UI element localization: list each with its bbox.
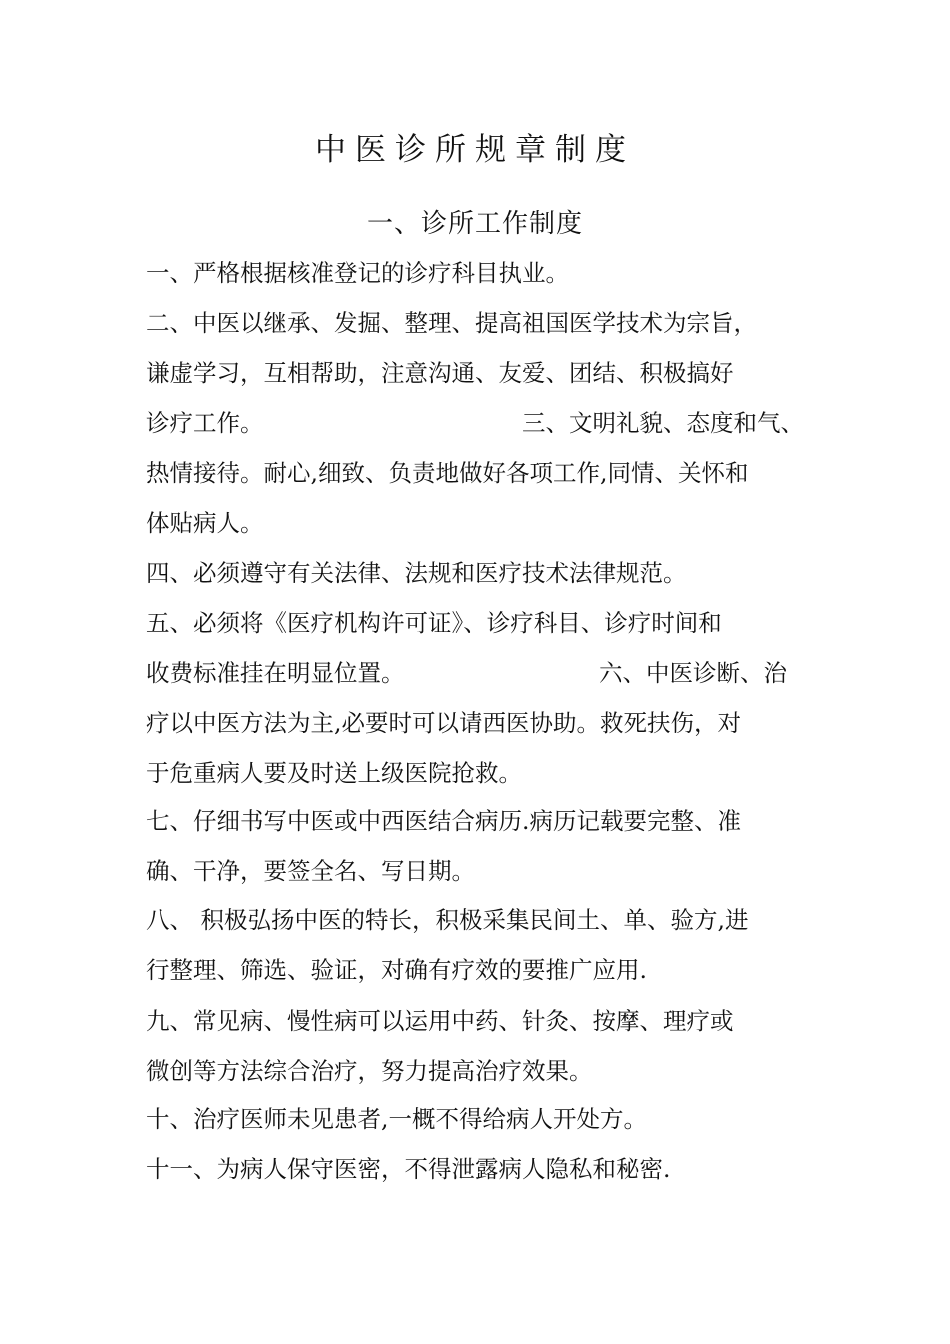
- text-line: 收费标准挂在明显位置。: [146, 659, 405, 687]
- text-line: 八、 积极弘扬中医的特长，积极采集民间土、单、验方,进: [146, 906, 749, 934]
- text-line: 四、必须遵守有关法律、法规和医疗技术法律规范。: [146, 559, 687, 587]
- text-line: 七、仔细书写中医或中西医结合病历.病历记载要完整、准: [146, 807, 741, 835]
- text-line: 确、干净，要签全名、写日期。: [146, 857, 475, 885]
- text-line: 体贴病人。: [146, 509, 264, 537]
- text-line: 十、治疗医师未见患者,一概不得给病人开处方。: [146, 1105, 647, 1133]
- text-line: 微创等方法综合治疗，努力提高治疗效果。: [146, 1057, 593, 1085]
- text-line: 疗以中医方法为主,必要时可以请西医协助。救死扶伤，对: [146, 709, 741, 737]
- text-line: 热情接待。耐心,细致、负责地做好各项工作,同情、关怀和: [146, 459, 749, 487]
- text-line: 三、文明礼貌、态度和气、: [522, 409, 804, 437]
- text-line: 五、必须将《医疗机构许可证》、诊疗科目、诊疗时间和: [146, 609, 722, 637]
- text-line: 十一、为病人保守医密，不得泄露病人隐私和秘密.: [146, 1155, 671, 1183]
- text-line: 六、中医诊断、治: [599, 659, 787, 687]
- text-line: 一、严格根据核准登记的诊疗科目执业。: [146, 259, 569, 287]
- text-line: 行整理、筛选、验证，对确有疗效的要推广应用.: [146, 956, 647, 984]
- text-line: 诊疗工作。: [146, 409, 264, 437]
- text-line: 九、常见病、慢性病可以运用中药、针灸、按摩、理疗或: [146, 1007, 734, 1035]
- text-line: 谦虚学习，互相帮助，注意沟通、友爱、团结、积极搞好: [146, 359, 734, 387]
- document-title: 中医诊所规章制度: [315, 132, 635, 168]
- text-line: 二、中医以继承、发掘、整理、提高祖国医学技术为宗旨，: [146, 309, 757, 337]
- text-line: 于危重病人要及时送上级医院抢救。: [146, 759, 522, 787]
- section-heading: 一、诊所工作制度: [366, 209, 583, 239]
